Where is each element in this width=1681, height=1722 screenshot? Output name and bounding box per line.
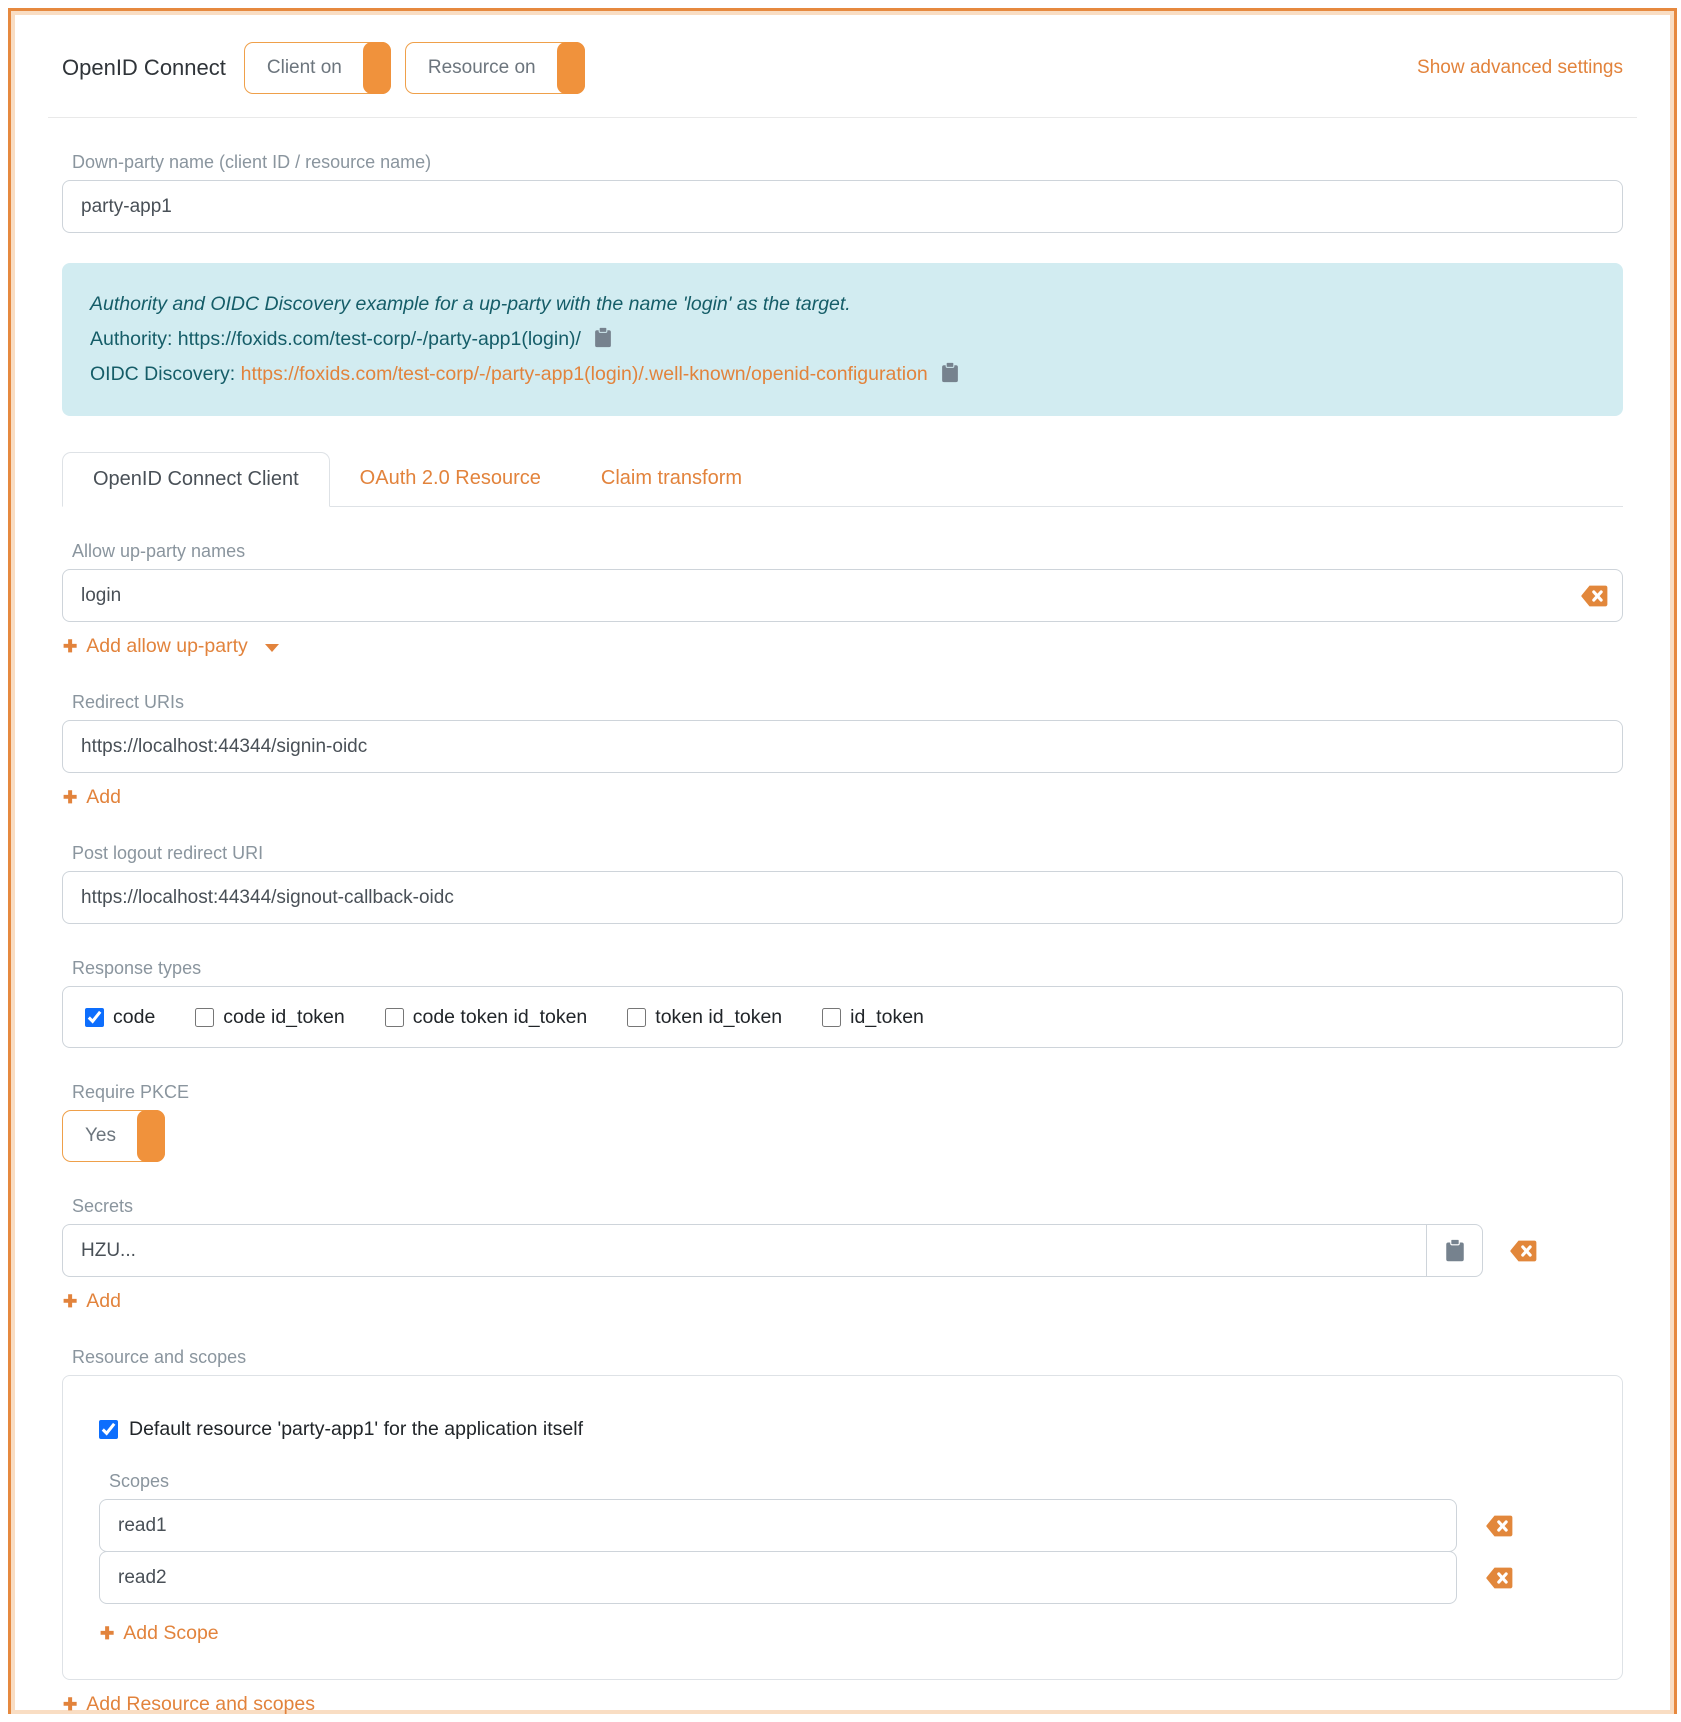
info-alert [62,263,1623,416]
remove-secret-button[interactable] [1510,1239,1537,1263]
response-type-id-token-label: id_token [850,1005,924,1028]
response-type-id-token-checkbox[interactable] [822,1008,841,1027]
response-type-code-checkbox[interactable] [85,1008,104,1027]
backspace-delete-icon [1486,1514,1513,1538]
copy-discovery-button[interactable] [941,362,959,383]
add-resource-and-scopes-link[interactable] [63,1693,315,1714]
page-container [8,8,1677,1714]
add-allow-up-party-label: Add allow up-party [86,635,248,657]
resource-scopes-field [62,1347,1623,1714]
toggle-handle-icon [363,42,391,94]
resource-toggle-label: Resource on [427,57,536,78]
authority-label: Authority: [90,328,173,350]
add-scope-link[interactable] [100,1622,219,1645]
scope-row [99,1551,1586,1604]
add-scope-label: Add Scope [123,1622,219,1644]
plus-icon: ✚ [63,1292,78,1311]
default-resource-row[interactable] [99,1418,1586,1441]
client-toggle[interactable] [244,42,391,94]
response-type-token-id-token-label: token id_token [655,1005,783,1028]
copy-authority-button[interactable] [594,327,612,348]
post-logout-input[interactable] [62,871,1623,924]
post-logout-field [62,843,1623,924]
default-resource-checkbox[interactable] [99,1420,118,1439]
discovery-label: OIDC Discovery: [90,363,236,385]
response-type-id-token[interactable] [822,1006,924,1029]
redirect-uris-label: Redirect URIs [72,692,185,712]
response-types-group [62,986,1623,1048]
caret-down-icon [265,644,279,652]
toggle-handle-icon [557,42,585,94]
toggle-handle-icon [137,1110,165,1162]
header-divider [48,117,1637,118]
redirect-uris-field [62,692,1623,809]
scopes-label: Scopes [109,1471,170,1491]
add-resource-and-scopes-label: Add Resource and scopes [86,1693,315,1714]
response-type-code-token-id-token-label: code token id_token [412,1005,588,1028]
info-example-text: Authority and OIDC Discovery example for a up-party with the name 'login' as the target. [90,293,851,315]
backspace-delete-icon [1581,584,1608,608]
redirect-uri-input[interactable] [62,720,1623,773]
secrets-field [62,1196,1623,1313]
authority-line [90,322,1595,357]
response-type-token-id-token-checkbox[interactable] [627,1008,646,1027]
authority-value: https://foxids.com/test-corp/-/party-app1(login)/ [177,328,581,350]
resource-and-scopes-label: Resource and scopes [72,1347,247,1367]
response-type-code-label: code [113,1005,156,1028]
scope-input-read2[interactable] [99,1551,1457,1604]
secret-input-group [62,1224,1483,1277]
plus-icon: ✚ [63,788,78,807]
client-toggle-label: Client on [266,57,342,78]
require-pkce-toggle-label: Yes [85,1125,116,1146]
header [62,41,1623,95]
show-advanced-settings-link[interactable]: Show advanced settings [1417,57,1623,78]
tab-openid-connect-client[interactable]: OpenID Connect Client [62,452,330,507]
secret-input[interactable] [62,1224,1426,1277]
clipboard-icon [594,327,612,348]
scope-input-read1[interactable] [99,1499,1457,1552]
discovery-line [90,357,1595,392]
response-type-code-id-token-label: code id_token [223,1005,345,1028]
plus-icon: ✚ [100,1624,115,1643]
copy-secret-button[interactable] [1426,1224,1483,1277]
backspace-delete-icon [1486,1566,1513,1590]
down-party-name-label: Down-party name (client ID / resource name) [72,152,432,172]
clipboard-icon [1445,1239,1465,1262]
response-types-label: Response types [72,958,202,978]
require-pkce-field [62,1082,1623,1162]
response-type-code-token-id-token-checkbox[interactable] [385,1008,404,1027]
page-title: OpenID Connect [62,55,226,80]
tab-claim-transform[interactable]: Claim transform [600,467,743,489]
add-redirect-uri-label: Add [86,786,121,808]
plus-icon: ✚ [63,637,78,656]
post-logout-label: Post logout redirect URI [72,843,264,863]
allow-up-party-input[interactable] [62,569,1623,622]
resource-toggle[interactable] [405,42,585,94]
remove-scope-button[interactable] [1486,1566,1513,1590]
add-redirect-uri-link[interactable] [63,786,121,809]
remove-scope-button[interactable] [1486,1514,1513,1538]
add-secret-label: Add [86,1290,121,1312]
backspace-delete-icon [1510,1239,1537,1263]
response-type-code[interactable] [85,1006,155,1029]
add-allow-up-party-link[interactable] [63,635,279,658]
down-party-name-field [62,152,1623,233]
response-type-token-id-token[interactable] [627,1006,782,1029]
response-type-code-token-id-token[interactable] [385,1006,588,1029]
allow-up-party-field [62,541,1623,658]
secrets-label: Secrets [72,1196,134,1216]
remove-up-party-button[interactable] [1581,584,1608,608]
tab-oauth-2-0-resource[interactable]: OAuth 2.0 Resource [359,467,541,489]
response-type-code-id-token[interactable] [195,1006,344,1029]
tab-bar [62,452,1623,507]
response-type-code-id-token-checkbox[interactable] [195,1008,214,1027]
add-secret-link[interactable] [63,1290,121,1313]
resource-scopes-panel [62,1375,1623,1680]
response-types-field [62,958,1623,1048]
clipboard-icon [941,362,959,383]
scope-row [99,1499,1586,1552]
require-pkce-label: Require PKCE [72,1082,190,1102]
require-pkce-toggle[interactable] [62,1110,165,1162]
allow-up-party-label: Allow up-party names [72,541,246,561]
plus-icon: ✚ [63,1695,78,1714]
default-resource-label: Default resource 'party-app1' for the application itself [129,1418,584,1440]
down-party-name-input[interactable] [62,180,1623,233]
discovery-link[interactable]: https://foxids.com/test-corp/-/party-app1(login)/.well-known/openid-configuration [240,363,928,385]
